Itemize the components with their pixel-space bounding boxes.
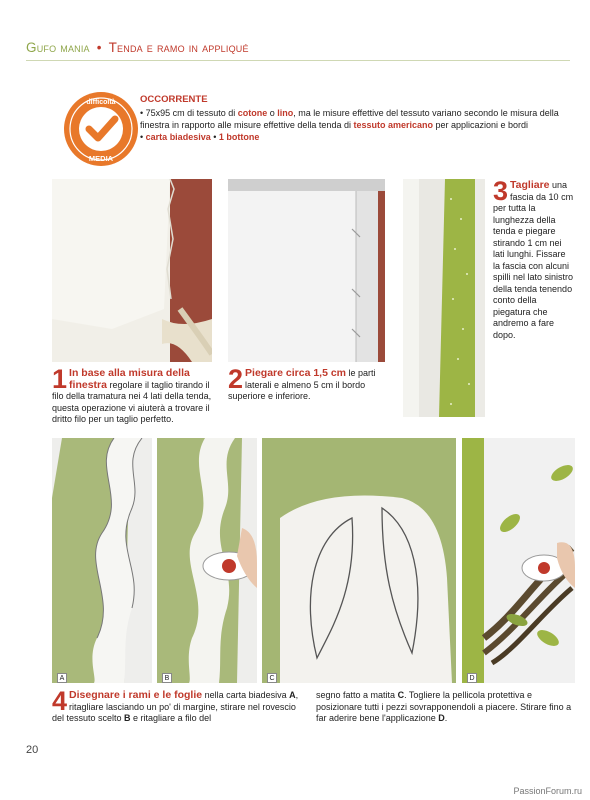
photo-label-b: B bbox=[162, 673, 172, 683]
materials-title: OCCORRENTE bbox=[140, 94, 208, 105]
photo-step-1 bbox=[52, 179, 212, 362]
site-watermark: PassionForum.ru bbox=[513, 786, 582, 796]
difficulty-badge bbox=[62, 90, 140, 168]
running-header bbox=[26, 40, 249, 55]
page-number: 20 bbox=[26, 744, 39, 756]
step-4-continued: segno fatto a matita C. Togliere la pellicola protettiva e posizionare tutti i pezzi sovrapponendoli a piacere. Stirare fino a far aderire bene l'applicazione D. bbox=[316, 690, 572, 723]
photo-step-3 bbox=[403, 179, 485, 417]
photo-d bbox=[462, 438, 575, 683]
step-number: 1 bbox=[52, 364, 68, 394]
step-number: 2 bbox=[228, 364, 244, 394]
header-divider bbox=[26, 60, 570, 61]
section-name: Gufo mania bbox=[26, 40, 90, 55]
photo-label-a: A bbox=[57, 673, 67, 683]
badge-bottom-text: MEDIA bbox=[88, 154, 114, 163]
photo-step-2 bbox=[228, 179, 385, 362]
step-3: 3 Tagliare una fascia da 10 cm per tutta la lunghezza della tenda e piegare stirando 1 cm nei lati lunghi. Fissare la fascia con alcuni spilli nel lato sinistro della tenda tenendo conto della piegatura che andremo a fare dopo. bbox=[493, 176, 574, 340]
header-separator: • bbox=[96, 40, 102, 55]
photo-c bbox=[262, 438, 456, 683]
materials-list: OCCORRENTE • 75x95 cm di tessuto di cotone o lino, ma le misure effettive del tessuto variano secondo le misura della finestra in rapporto alle misure effettive della tenda di tessuto americano per applicazioni e bordi • carta biadesiva • 1 bottone bbox=[140, 94, 570, 143]
photo-label-c: C bbox=[267, 673, 277, 683]
checkmark-seal-icon bbox=[62, 90, 140, 168]
step-1: 1 In base alla misura della finestra regolare il taglio tirando il filo della tramatura nei 4 lati della tenda, questa operazione vi aiuterà a trovare il dritto filo per un taglio perfetto. bbox=[52, 364, 212, 424]
step-2: 2 Piegare circa 1,5 cm le parti laterali e almeno 5 cm il bordo superiore e inferiore. bbox=[228, 364, 376, 401]
step-4: 4 Disegnare i rami e le foglie nella carta biadesiva A, ritagliare lasciando un po' di margine, stirare nel rovescio del tessuto scelto B e ritagliare a filo del bbox=[52, 686, 299, 723]
photo-b bbox=[157, 438, 257, 683]
article-title: Tenda e ramo in appliqué bbox=[108, 40, 249, 55]
step-number: 4 bbox=[52, 686, 68, 716]
photo-a bbox=[52, 438, 152, 683]
photo-label-d: D bbox=[467, 673, 477, 683]
badge-top-text: difficoltà bbox=[86, 99, 116, 106]
step-number: 3 bbox=[493, 176, 509, 206]
